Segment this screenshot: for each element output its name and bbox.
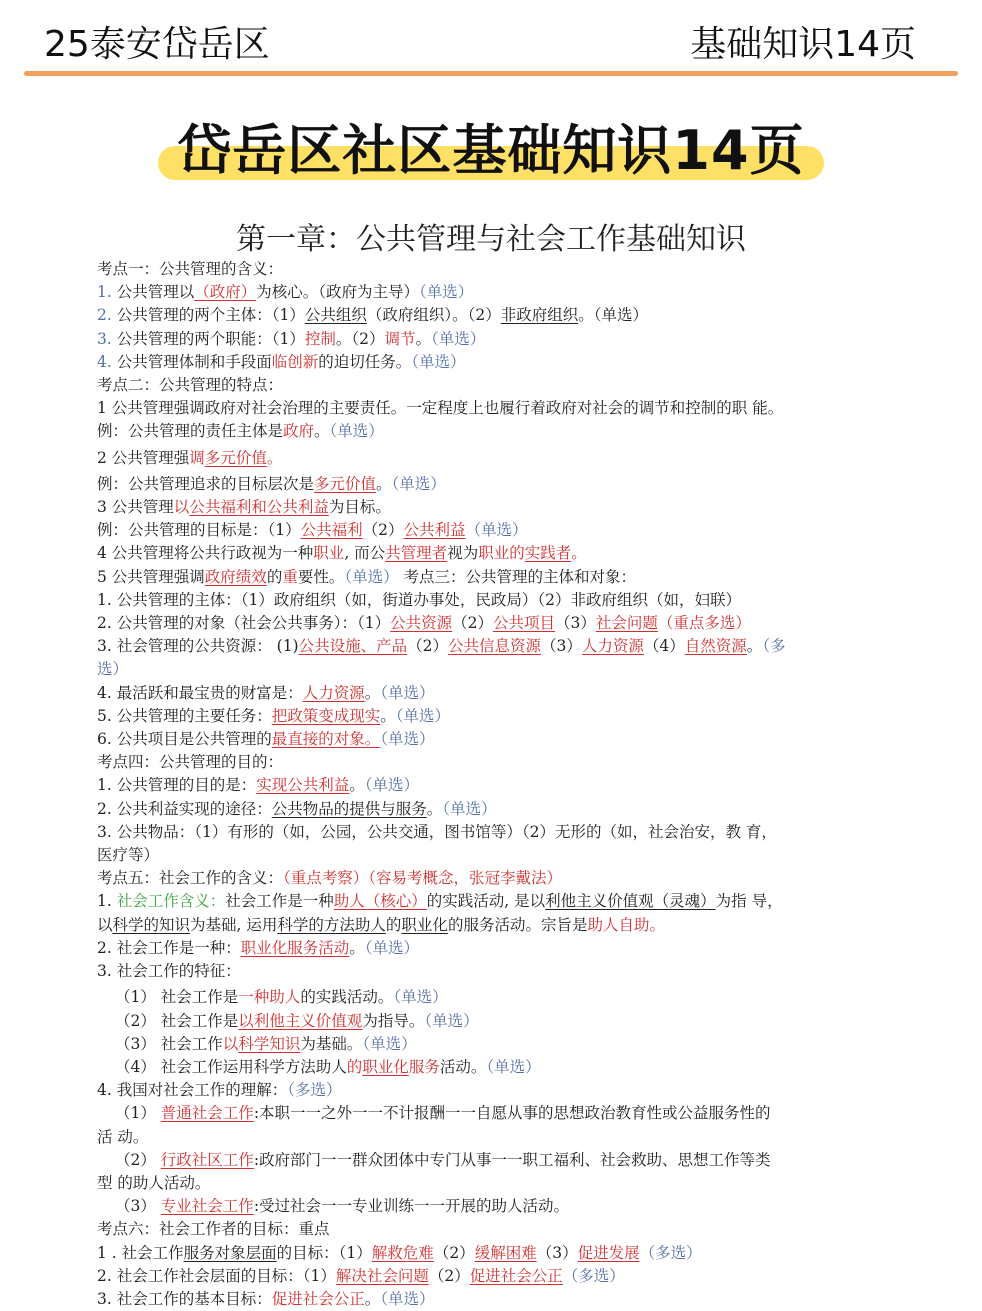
note-text: 1. [97,283,117,302]
note-text: （2） [433,1243,475,1262]
note-text: 公共利益 [403,521,466,540]
note-text: 例：公共管理的目标是：（1） [97,521,301,540]
note-text: （单选） [424,1011,479,1030]
note-text: 考点四：公共管理的目的： [97,753,284,772]
note-line [97,1079,867,1102]
note-text: （3） [115,1197,161,1216]
note-line [97,682,867,705]
note-text: 例：公共管理追求的目标层次是 [97,474,315,493]
note-text: 4 公共管理将公共行政视为一种 [97,544,314,563]
note-text: 以 [222,1034,239,1053]
note-text: 公共管理以 [116,283,195,302]
note-text: 专业社会工作 [160,1197,254,1216]
note-text: 1 公共管理强调政府对社会治理的主要责任。一定程度上也履行着政府对社会的调节和控制的职 能。 [97,399,784,418]
note-text: 。 [266,448,283,467]
note-text: 为基础。 [300,1034,363,1053]
note-line [97,1033,867,1056]
note-text: 视为 [447,544,479,563]
note-line [97,1102,867,1125]
note-line [97,304,867,327]
note-text: 3. 社会工作的特征： [97,962,241,981]
note-line [97,844,867,867]
note-text: 的实践活动。 [300,988,394,1007]
note-text: 3. [97,329,117,348]
note-text: 。 [415,329,432,348]
note-line [97,542,867,565]
note-text: 科学知识 [238,1034,301,1053]
note-line [97,612,867,635]
note-line [97,351,867,374]
note-text: 。 [364,1289,381,1308]
note-line [97,258,867,281]
note-line [97,751,867,774]
note-text: （政府） [194,283,257,302]
note-text: 公共物品的提供与服务 [271,799,427,818]
note-text: 一种助人 [238,988,301,1007]
note-text: 2 公共管理强 [97,448,190,467]
note-text: （单选） [391,474,446,493]
note-line [97,1242,867,1265]
note-text: 2. 公共管理的对象（社会公共事务）：（1） [97,614,391,633]
note-text: 缓解困难 [474,1243,537,1262]
note-text: 以利他主义价值观 [238,1011,363,1030]
note-line [97,914,867,937]
note-text: 。 [349,776,365,795]
note-text: 助人自助 [587,915,650,934]
note-text: 5 公共管理强调 [97,567,205,586]
note-line [97,658,867,681]
note-text: （3） [541,637,582,656]
note-text: （单选） [395,706,451,725]
note-text: （重点考察）（容易考概念，张冠李戴法） [283,869,563,888]
note-line [97,798,867,821]
note-text: 促进社会公正 [271,1289,365,1308]
note-text: 社会工作含义： [116,892,226,911]
note-text: 多元价值 [204,448,267,467]
note-text: 职业的 [478,544,525,563]
note-text: 考点二：公共管理的特点： [97,376,284,395]
note-text: 公共信息资源 [448,637,542,656]
note-text: 5. 公共管理的主要任务： [97,706,272,725]
note-line [97,1218,867,1241]
note-text: （2） [362,521,404,540]
note-line [97,1126,867,1149]
note-text: 。（单选） [578,306,649,325]
note-text: 为指 导， [715,892,783,911]
note-text: 为核心。（政府为主导） [256,283,420,302]
note-text: 控制 [304,329,336,348]
note-text: （单选） [362,1034,417,1053]
note-text: 服务对象层面 [183,1243,277,1262]
note-text: 社会问题 [595,614,658,633]
note-text: 职业化 [362,1057,409,1076]
note-text: 行政社区工作 [160,1150,254,1169]
note-text: （单选） [431,329,486,348]
note-text: 。 [571,544,587,563]
note-text: （单选） [380,730,435,749]
notes-content [97,258,867,1311]
note-line [97,890,867,913]
note-text: （单选） [364,776,420,795]
note-text: 社会工作是一种 [225,892,334,911]
note-text: 职业化服务活动 [240,938,350,957]
note-text: 助人（核心） [333,892,427,911]
note-text: 最直接的对象。 [271,730,381,749]
note-text: 。 [380,706,396,725]
note-text: 多元价值 [314,474,377,493]
note-text: 活 动。 [97,1127,149,1146]
note-line [97,420,867,443]
note-text: （多 [762,637,786,656]
note-text: 人力资源 [581,637,644,656]
note-text: （3） 社会工作 [115,1034,223,1053]
note-text: （单选） [380,683,435,702]
note-text: 2. 社会工作是一种： [97,938,241,957]
note-text: （重点多选） [657,614,751,633]
note-line [97,328,867,351]
note-line [97,960,867,983]
note-line [97,496,867,519]
note-line [97,589,867,612]
note-line [97,566,867,589]
note-text: 4. [97,352,117,371]
note-text: 政府 [283,422,315,441]
note-text: 调节 [384,329,416,348]
chapter-heading: 第一章：公共管理与社会工作基础知识 [236,222,746,257]
note-text: （单选） [419,283,474,302]
note-text: 公共管理的两个主体：（1） [116,306,305,325]
note-text: 4. 我国对社会工作的理解： [97,1081,288,1100]
note-text: （政府组织）。（2） [366,306,501,325]
note-text: 普通社会工作 [160,1104,254,1123]
note-text: 服务 [408,1057,440,1076]
note-text: 。 [746,637,763,656]
note-text: 2. 社会工作社会层面的目标：（1） [97,1266,336,1285]
note-text: 。 [314,422,330,441]
note-text: 的迫切任务。 [318,352,412,371]
note-text: （单选） [329,422,384,441]
header-left-title: 25泰安岱岳区 [44,24,270,65]
note-text: 利他主义价值观（灵魂） [545,892,716,911]
note-text: （4） [643,637,685,656]
note-text: 公共组织 [304,306,367,325]
note-text: 3. 社会管理的公共资源： (1) [97,637,299,656]
note-text: （2） [428,1266,470,1285]
note-text: 自然资源 [684,637,747,656]
note-text: 的目标：（1） [276,1243,372,1262]
note-text: 解决社会问题 [335,1266,429,1285]
note-text: 。 [376,474,392,493]
note-line [97,774,867,797]
note-text: （2） [452,614,493,633]
note-text: 3. 社会工作的基本目标： [97,1289,272,1308]
note-text: 的 [385,915,402,934]
note-text: 的 [266,567,283,586]
note-text: 4. 最活跃和最宝贵的财富是： [97,683,303,702]
note-text: 调 [189,448,205,467]
note-text: 医疗等） [97,846,160,865]
note-text: （单选） [411,352,466,371]
note-text: （2） [407,637,448,656]
note-text: 2. [97,306,117,325]
note-line [97,986,867,1009]
note-text: 。 [349,938,365,957]
note-line [97,1172,867,1195]
note-line [97,1149,867,1172]
note-text: 考点六：社会工作者的目标：重点 [97,1220,330,1239]
note-text: 促进发展 [577,1243,640,1262]
note-text: 重 [282,567,298,586]
note-text: （多选） [287,1081,342,1100]
note-text: （单选） [380,1289,435,1308]
note-text: 2. 公共利益实现的途径： [97,799,272,818]
note-line [97,1056,867,1079]
note-text: 型 的助人活动。 [97,1173,211,1192]
note-line [97,473,867,496]
note-text: 促进社会公正 [469,1266,563,1285]
note-text: :受过社会一一专业训练一一开展的助人活动。 [253,1197,570,1216]
note-text: （多选） [562,1266,625,1285]
note-text: 非政府组织 [500,306,579,325]
note-text: 活动。 [439,1057,487,1076]
note-text: 。 [426,799,443,818]
note-text: 1. 公共管理的主体：（1）政府组织（如，街道办事处，民政局）（2）非政府组织（如，妇联） [97,590,741,609]
note-text: 科学的方法助人 [277,915,386,934]
note-text: 6. 公共项目是公共管理的 [97,730,272,749]
note-text: 为基础, 运用 [190,915,278,934]
note-text: 。 [649,915,665,934]
note-text: （2） [115,1150,161,1169]
note-text: 职业化 [401,915,448,934]
note-text: （单选） [442,799,497,818]
note-text: 公共福利 [300,521,363,540]
note-text: 的 [346,1057,363,1076]
note-line [97,1288,867,1311]
note-text: （1） 社会工作是 [115,988,239,1007]
note-text: （1） [115,1104,161,1123]
note-text: 考点五：社会工作的含义： [97,869,284,888]
note-text: 实现公共利益 [256,776,350,795]
note-text: 把政策变成现实 [271,706,381,725]
note-text: 为指导。 [362,1011,425,1030]
note-text: （多选） [639,1243,702,1262]
note-line [97,705,867,728]
note-text: , 而公 [344,544,386,563]
note-text: 政府绩效 [204,567,267,586]
page-title: 岱岳区社区基础知识14页 [177,119,805,182]
note-line [97,397,867,420]
note-line [97,519,867,542]
note-text: 1 . 社会工作 [97,1243,184,1262]
title-block [0,108,982,188]
note-text: （4） 社会工作运用科学方法助人 [115,1057,347,1076]
note-text: 公共设施、产品 [298,637,408,656]
note-text: 公共福利和公共利益 [189,498,329,517]
note-line [97,1195,867,1218]
note-text: 共管理者 [385,544,448,563]
note-text: 。 [364,683,381,702]
note-line [97,1010,867,1033]
header-divider [24,71,958,76]
note-line [97,281,867,304]
note-text: 。（2） [335,329,385,348]
note-text: 考点三：公共管理的主体和对象： [398,567,637,586]
note-text: 公共管理的两个职能：（1） [116,329,305,348]
note-text: 例：公共管理的责任主体是 [97,422,284,441]
note-line [97,728,867,751]
note-text: 解救危难 [371,1243,434,1262]
note-text: 人力资源 [302,683,365,702]
note-text: 职业 [313,544,345,563]
note-line [97,635,867,658]
note-text: （2） 社会工作是 [115,1011,239,1030]
note-text: （单选） [344,567,399,586]
note-line [97,374,867,397]
note-text: 要性。 [297,567,345,586]
note-line [97,447,867,470]
note-text: 临创新 [271,352,319,371]
note-line [97,1265,867,1288]
note-text: :政府部门一一群众团体中专门从事一一职工福利、社会救助、思想工作等类 [253,1150,771,1169]
note-text: 公共资源 [390,614,453,633]
note-text: 1. 公共管理的目的是： [97,776,257,795]
note-text: 以 [173,498,190,517]
note-text: 公共管理体制和手段面 [116,352,272,371]
note-text: （单选） [486,1057,541,1076]
note-text: 公共项目 [492,614,555,633]
note-text: 选） [97,660,129,679]
note-text: 实践者 [524,544,572,563]
note-text: 科学的知识 [112,915,191,934]
note-line [97,821,867,844]
note-text: 以 [97,915,113,934]
note-line [97,937,867,960]
note-text: :本职一一之外一一不计报酬一一自愿从事的思想政治教育性或公益服务性的 [253,1104,771,1123]
page-header [0,0,982,78]
note-line [97,867,867,890]
note-text: 考点一：公共管理的含义： [97,260,284,278]
note-text: （单选） [393,988,448,1007]
header-right-title: 基础知识14页 [690,24,916,65]
note-text: （单选） [465,521,528,540]
note-text: 的服务活动。宗旨是 [447,915,588,934]
note-text: 为目标。 [328,498,391,517]
note-text: （单选） [364,938,420,957]
note-text: 1. [97,892,117,911]
note-text: 的实践活动, 是以 [426,892,546,911]
note-text: 3 公共管理 [97,498,174,517]
note-text: （3） [536,1243,578,1262]
note-text: 3. 公共物品：（1）有形的（如，公园，公共交通，图书馆等）（2）无形的（如，社会治安，教 育， [97,822,777,841]
note-text: （3） [555,614,596,633]
